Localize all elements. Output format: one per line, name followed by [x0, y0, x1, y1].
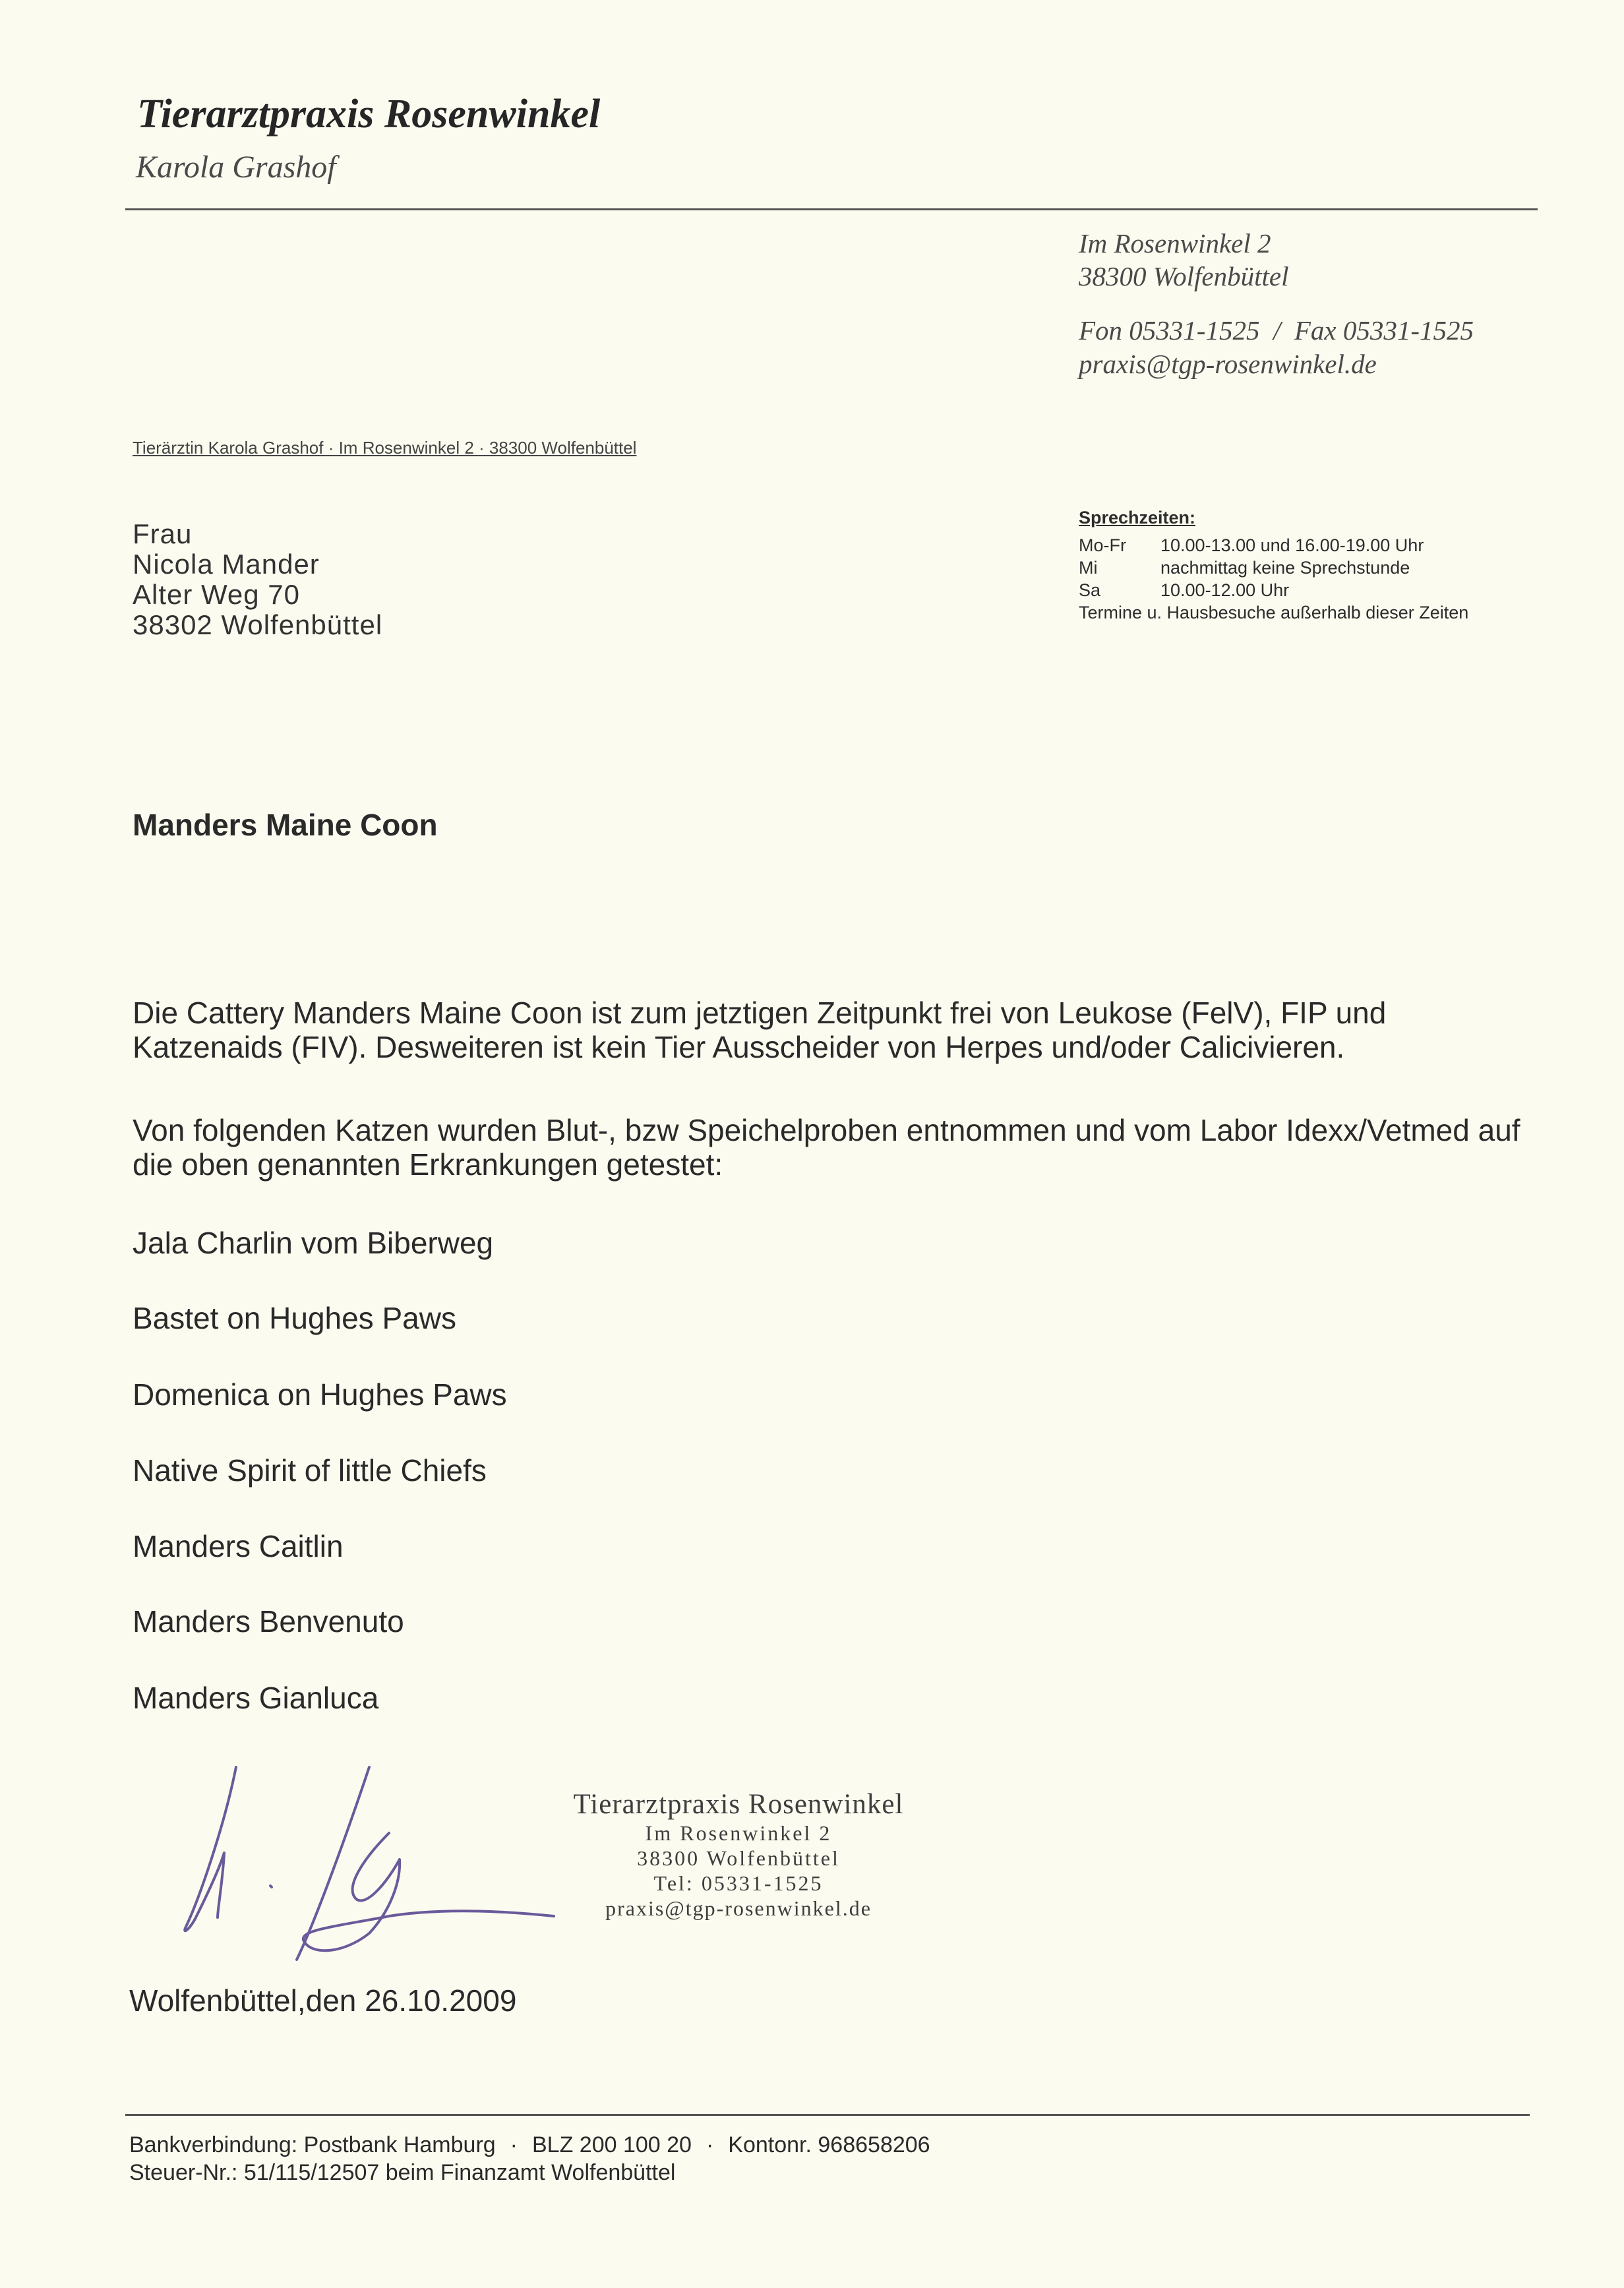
date-line: Wolfenbüttel,den 26.10.2009 — [129, 1983, 517, 2018]
practice-name: Tierarztpraxis Rosenwinkel — [137, 92, 601, 136]
office-hours-day: Mo-Fr — [1079, 535, 1126, 555]
footer-divider — [125, 2114, 1530, 2116]
stamp-practice-name: Tierarztpraxis Rosenwinkel — [573, 1789, 904, 1820]
vet-name: Karola Grashof — [136, 150, 336, 185]
office-hours-time: 10.00-13.00 und 16.00-19.00 Uhr — [1160, 535, 1424, 555]
footer-bank-line — [129, 2131, 930, 2159]
footer-blz: BLZ 200 100 20 — [532, 2132, 692, 2157]
footer — [129, 2131, 930, 2186]
recipient-salutation: Frau — [133, 518, 193, 549]
practice-city: 38300 Wolfenbüttel — [1079, 261, 1289, 291]
office-hours-day: Mi — [1079, 558, 1098, 578]
practice-email: praxis@tgp-rosenwinkel.de — [1079, 349, 1377, 379]
recipient-city: 38302 Wolfenbüttel — [133, 609, 383, 640]
cat-list-item: Manders Caitlin — [133, 1529, 344, 1563]
recipient-address — [133, 519, 382, 640]
office-hours-row — [1079, 579, 1468, 601]
office-hours-row — [1079, 557, 1468, 579]
office-hours-time: 10.00-12.00 Uhr — [1160, 580, 1290, 600]
footer-bank: Bankverbindung: Postbank Hamburg — [129, 2132, 496, 2157]
office-hours-time: nachmittag keine Sprechstunde — [1160, 558, 1410, 578]
cat-list-item: Manders Gianluca — [133, 1681, 379, 1715]
footer-account: Kontonr. 968658206 — [728, 2132, 930, 2157]
stamp-city: 38300 Wolfenbüttel — [637, 1846, 840, 1870]
stamp-street: Im Rosenwinkel 2 — [645, 1821, 832, 1845]
cat-list-item: Native Spirit of little Chiefs — [133, 1453, 487, 1488]
body-paragraph-2: Von folgenden Katzen wurden Blut-, bzw Speichelproben entnommen und vom Labor Idexx/Vetmed auf die oben genannten Erkrankungen getestet: — [133, 1113, 1520, 1182]
recipient-name: Nicola Mander — [133, 549, 320, 580]
body-paragraph-1: Die Cattery Manders Maine Coon ist zum jetztigen Zeitpunkt frei von Leukose (FelV), FIP und Katzenaids (FIV). Desweiteren ist kein Tier Ausscheider von Herpes und/oder Calicivieren. — [133, 996, 1387, 1064]
practice-phone-fax: Fon 05331-1525 / Fax 05331-1525 — [1079, 315, 1474, 346]
recipient-street: Alter Weg 70 — [133, 579, 301, 610]
letter-subject: Manders Maine Coon — [133, 808, 438, 842]
practice-street: Im Rosenwinkel 2 — [1079, 228, 1271, 258]
stamp-email: praxis@tgp-rosenwinkel.de — [605, 1896, 872, 1920]
cat-list-item: Domenica on Hughes Paws — [133, 1377, 507, 1412]
office-hours-heading: Sprechzeiten: — [1079, 508, 1196, 527]
footer-tax: Steuer-Nr.: 51/115/12507 beim Finanzamt Wolfenbüttel — [129, 2160, 676, 2185]
office-hours — [1079, 506, 1468, 624]
office-hours-row — [1079, 534, 1468, 557]
cat-list-item: Jala Charlin vom Biberweg — [133, 1226, 494, 1260]
return-address: Tierärztin Karola Grashof · Im Rosenwinkel 2 · 38300 Wolfenbüttel — [133, 438, 637, 458]
cat-list-item: Bastet on Hughes Paws — [133, 1301, 456, 1335]
stamp-phone: Tel: 05331-1525 — [653, 1871, 824, 1895]
office-hours-day: Sa — [1079, 580, 1101, 600]
cat-list-item: Manders Benvenuto — [133, 1604, 404, 1639]
letterhead-divider — [125, 208, 1538, 210]
footer-separator: · — [706, 2132, 714, 2157]
practice-stamp — [541, 1788, 936, 1921]
footer-separator: · — [510, 2132, 518, 2157]
office-hours-note: Termine u. Hausbesuche außerhalb dieser Zeiten — [1079, 603, 1469, 622]
